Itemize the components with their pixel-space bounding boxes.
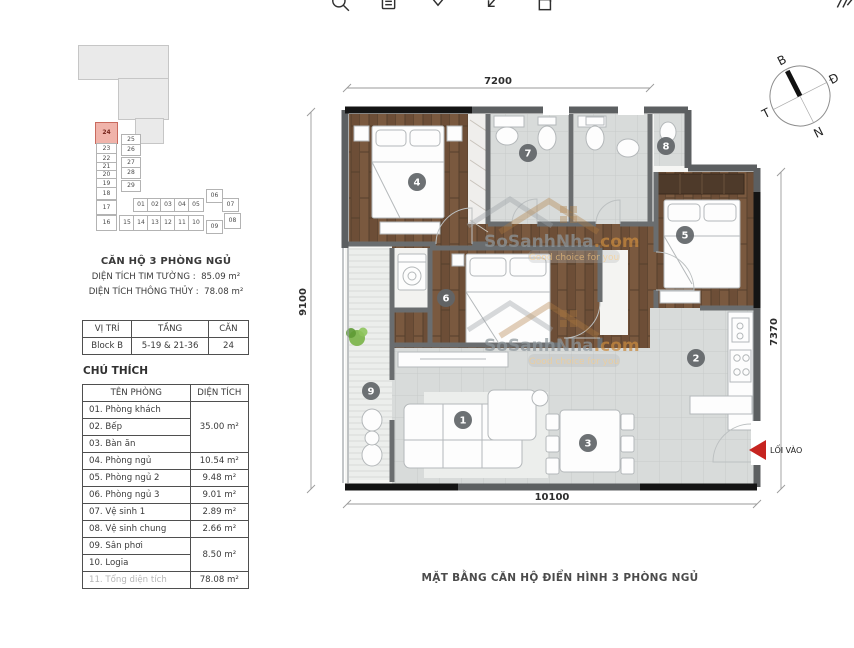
pillow — [410, 130, 440, 146]
bench — [380, 222, 440, 234]
keyplan-unit-06: 06 — [206, 189, 223, 203]
toilet-tank — [586, 117, 604, 125]
pillow — [668, 204, 700, 221]
legend-room-area: 9.48 m² — [190, 470, 248, 487]
edge-partial-icon[interactable] — [834, 0, 854, 13]
bathroom2-floor — [574, 114, 650, 224]
room-marker-label: 9 — [367, 386, 375, 398]
wardrobe — [658, 174, 744, 194]
wall-area-value: 85.09 m² — [201, 272, 241, 282]
room-marker-label: 6 — [442, 293, 450, 305]
nightstand — [354, 126, 369, 141]
room-marker-label: 8 — [662, 141, 670, 153]
search-icon[interactable] — [330, 0, 350, 13]
compass-north: B — [774, 52, 789, 69]
legend-room-area: 10.54 m² — [190, 453, 248, 470]
legend-col-name: TÊN PHÒNG — [83, 385, 191, 402]
balcony-chair — [362, 409, 382, 431]
keyplan-unit-15: 15 — [119, 215, 135, 231]
balcony-chair — [362, 444, 382, 466]
keyplan-unit-20: 20 — [96, 170, 117, 180]
entrance-label: LỐI VÀO — [770, 446, 803, 455]
legend-room-name: 03. Bàn ăn — [83, 436, 191, 453]
keyplan-unit-28: 28 — [121, 167, 141, 179]
keyplan-unit-19: 19 — [96, 178, 117, 189]
legend-room-name: 09. Sân phơi — [83, 538, 191, 555]
keyplan-unit-08: 08 — [224, 213, 241, 229]
legend-room-name: 01. Phòng khách — [83, 402, 191, 419]
chair — [621, 414, 634, 430]
dim-right: 7370 — [769, 318, 780, 346]
compass-south: N — [811, 124, 826, 141]
legend-room-area: 2.66 m² — [190, 521, 248, 538]
pillow — [376, 130, 406, 146]
keyplan-unit-04: 04 — [174, 198, 190, 212]
legend-room-name: 02. Bếp — [83, 419, 191, 436]
chevron-down-icon[interactable] — [428, 0, 448, 13]
clear-area-line — [70, 287, 262, 297]
resize-arrow-icon[interactable] — [483, 0, 503, 13]
pillow — [470, 258, 506, 276]
plan-caption: MẶT BẰNG CĂN HỘ ĐIỂN HÌNH 3 PHÒNG NGỦ — [421, 572, 699, 584]
wall-area-label: DIỆN TÍCH TIM TƯỜNG : — [91, 272, 196, 282]
floor-plan-drawing — [295, 48, 842, 523]
room-marker-label: 5 — [681, 230, 689, 242]
legend-row — [83, 470, 249, 487]
room-marker-label: 7 — [524, 148, 532, 160]
legend-room-area: 2.89 m² — [190, 504, 248, 521]
watermark-brand: SoSanhNha.com — [484, 232, 640, 252]
location-table — [82, 320, 249, 355]
room-marker-label: 1 — [459, 415, 467, 427]
lower-counter — [690, 396, 752, 414]
sink — [496, 127, 518, 145]
keyplan-unit-26: 26 — [121, 144, 141, 156]
legend-room-area: 9.01 m² — [190, 487, 248, 504]
compass-west: T — [759, 105, 773, 122]
keyplan-unit-16: 16 — [96, 215, 117, 231]
compass-east: Đ — [826, 70, 842, 88]
loc-header-vitri: VỊ TRÍ — [83, 321, 132, 338]
keyplan-unit-11: 11 — [174, 215, 190, 231]
keyplan-unit-02: 02 — [147, 198, 163, 212]
legend-col-area: DIỆN TÍCH — [190, 385, 248, 402]
room-marker-label: 2 — [692, 353, 700, 365]
loc-header-tang: TẦNG — [132, 321, 209, 338]
legend-row — [83, 504, 249, 521]
legend-room-name: 05. Phòng ngủ 2 — [83, 470, 191, 487]
bench — [660, 291, 700, 303]
legend-room-name: 10. Logia — [83, 555, 191, 572]
vanity — [494, 116, 524, 127]
legend-row — [83, 453, 249, 470]
legend-row — [83, 572, 249, 589]
legend-room-name: 07. Vệ sinh 1 — [83, 504, 191, 521]
pillow — [704, 204, 736, 221]
chair — [621, 436, 634, 452]
balcony-table — [365, 431, 379, 445]
svg-text:SoSanhNha.com: SoSanhNha.com — [484, 336, 640, 356]
keyplan-unit-21: 21 — [96, 162, 117, 172]
legend-room-area: 35.00 m² — [190, 402, 248, 453]
chair — [546, 436, 559, 452]
keyplan-unit-25: 25 — [121, 134, 141, 146]
nightstand — [452, 254, 464, 266]
legend-row — [83, 538, 249, 555]
legend-room-name: 08. Vệ sinh chung — [83, 521, 191, 538]
keyplan-unit-23: 23 — [96, 143, 117, 155]
dim-bottom: 10100 — [534, 492, 570, 503]
chair — [546, 458, 559, 474]
grid-icon[interactable] — [378, 0, 398, 13]
sofa-chaise — [488, 390, 536, 440]
legend-row — [83, 521, 249, 538]
keyplan-unit-07: 07 — [222, 198, 239, 212]
keyplan-unit-14: 14 — [133, 215, 149, 231]
keyplan-unit-09: 09 — [206, 220, 223, 234]
legend-room-name: 06. Phòng ngủ 3 — [83, 487, 191, 504]
legend-room-name: 04. Phòng ngủ — [83, 453, 191, 470]
loc-value-unit: 24 — [208, 338, 248, 355]
keyplan-unit-13: 13 — [147, 215, 163, 231]
chair — [621, 458, 634, 474]
chair — [546, 414, 559, 430]
room-marker-label: 3 — [584, 438, 592, 450]
keyplan-unit-03: 03 — [160, 198, 176, 212]
svg-text:Good choice for you: Good choice for you — [528, 357, 620, 367]
legend-row — [83, 402, 249, 419]
toilet — [538, 126, 556, 150]
legend-title: CHÚ THÍCH — [83, 365, 149, 377]
keyplan-unit-10: 10 — [188, 215, 204, 231]
side-table — [532, 390, 548, 406]
wall-area-line — [70, 272, 262, 282]
keyplan-unit-01: 01 — [133, 198, 149, 212]
keyplan-unit-05: 05 — [188, 198, 204, 212]
building-outline — [78, 45, 169, 80]
dim-left: 9100 — [298, 288, 309, 316]
clear-area-value: 78.08 m² — [204, 287, 244, 297]
loc-value-floors: 5-19 & 21-36 — [132, 338, 209, 355]
compass-icon — [741, 35, 854, 158]
legend-room-area: 8.50 m² — [190, 538, 248, 572]
building-key-plan — [70, 38, 265, 253]
keyplan-unit-12: 12 — [160, 215, 176, 231]
legend-row — [83, 487, 249, 504]
loc-value-block: Block B — [83, 338, 132, 355]
legend-room-area: 78.08 m² — [190, 572, 248, 589]
legend-room-name: 11. Tổng diện tích — [83, 572, 191, 589]
watermark-tagline: Good choice for you — [528, 253, 620, 263]
toilet-tank — [538, 117, 556, 125]
clear-area-label: DIỆN TÍCH THÔNG THỦY : — [88, 287, 199, 297]
toilet — [586, 126, 604, 150]
sink — [617, 139, 639, 157]
unit-title: CĂN HỘ 3 PHÒNG NGỦ — [100, 256, 232, 267]
keyplan-unit-27: 27 — [121, 157, 141, 169]
keyplan-unit-17: 17 — [96, 200, 117, 215]
nightstand — [447, 126, 462, 141]
loc-header-can: CĂN — [208, 321, 248, 338]
keyplan-unit-22: 22 — [96, 153, 117, 164]
room-marker-label: 4 — [413, 177, 421, 189]
legend-table — [82, 384, 249, 589]
building-outline — [118, 78, 169, 120]
keyplan-unit-24: 24 — [95, 122, 118, 144]
dim-top: 7200 — [484, 76, 512, 87]
keyplan-unit-18: 18 — [96, 187, 117, 200]
new-tab-icon[interactable] — [536, 0, 556, 13]
keyplan-unit-29: 29 — [121, 180, 141, 192]
